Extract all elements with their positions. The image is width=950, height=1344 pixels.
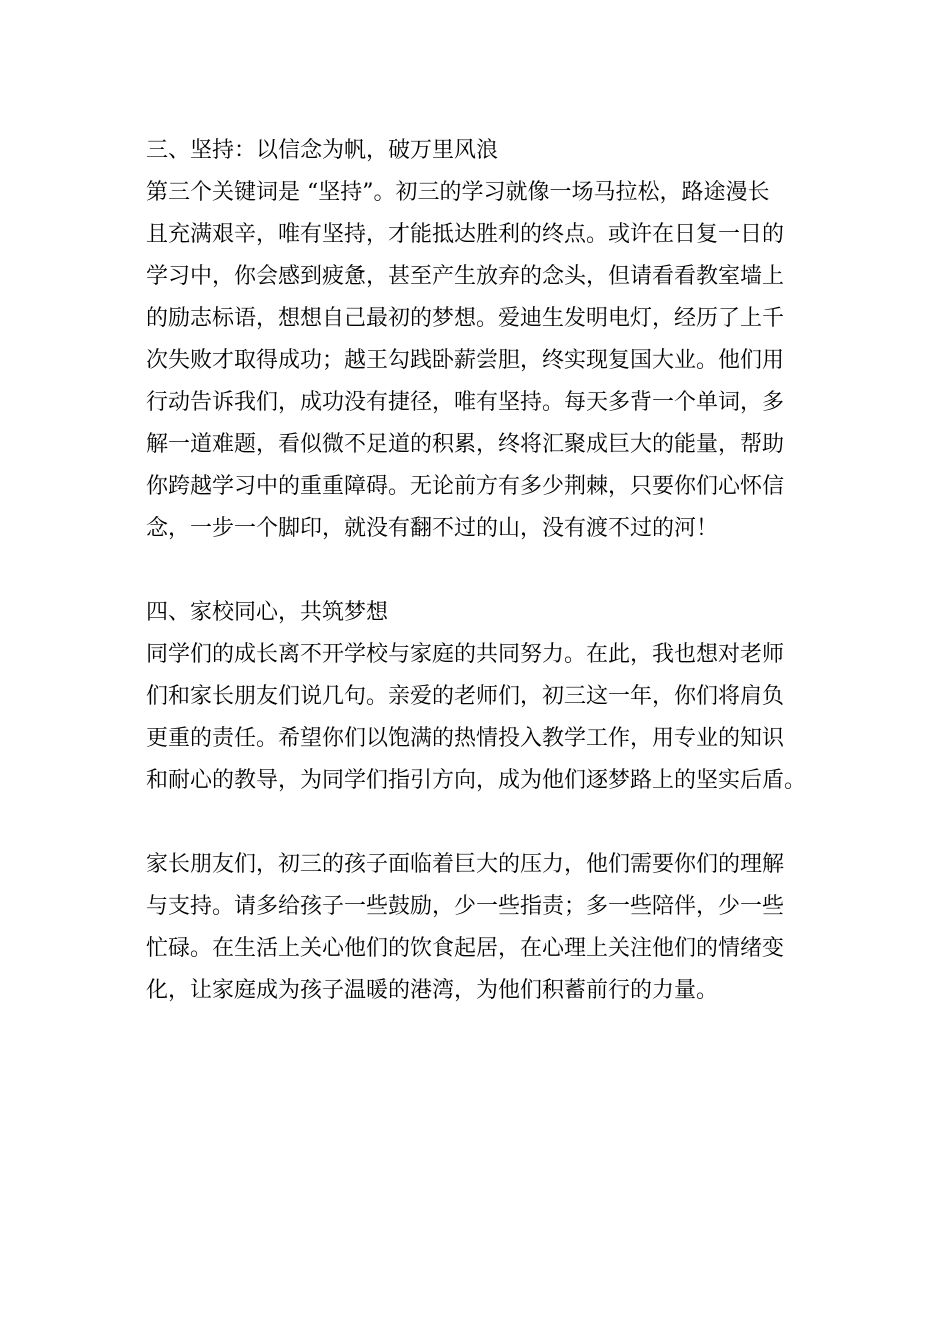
paragraph-line: 与支持。请多给孩子一些鼓励，少一些指责；多一些陪伴，少一些	[146, 894, 785, 919]
section-heading-home-school: 四、家校同心，共筑梦想	[146, 600, 389, 625]
paragraph-line: 忙碌。在生活上关心他们的饮食起居，在心理上关注他们的情绪变	[146, 936, 785, 961]
paragraph-line: 和耐心的教导，为同学们指引方向，成为他们逐梦路上的坚实后盾。	[146, 768, 807, 793]
paragraph-line: 的励志标语，想想自己最初的梦想。爱迪生发明电灯，经历了上千	[146, 306, 785, 331]
document-page	[146, 130, 816, 1012]
paragraph-line: 次失败才取得成功；越王勾践卧薪尝胆，终实现复国大业。他们用	[146, 348, 785, 373]
paragraph-line: 家长朋友们，初三的孩子面临着巨大的压力，他们需要你们的理解	[146, 852, 785, 877]
paragraph-line: 化，让家庭成为孩子温暖的港湾，为他们积蓄前行的力量。	[146, 978, 719, 1003]
paragraph-line: 第三个关键词是 “坚持”。初三的学习就像一场马拉松，路途漫长	[146, 180, 770, 205]
paragraph-line: 同学们的成长离不开学校与家庭的共同努力。在此，我也想对老师	[146, 642, 785, 667]
paragraph-line: 你跨越学习中的重重障碍。无论前方有多少荆棘，只要你们心怀信	[146, 474, 785, 499]
paragraph-line: 行动告诉我们，成功没有捷径，唯有坚持。每天多背一个单词，多	[146, 390, 785, 415]
paragraph-line: 念，一步一个脚印，就没有翻不过的山，没有渡不过的河！	[146, 516, 719, 541]
paragraph-line: 且充满艰辛，唯有坚持，才能抵达胜利的终点。或许在日复一日的	[146, 222, 785, 247]
paragraph-line: 更重的责任。希望你们以饱满的热情投入教学工作，用专业的知识	[146, 726, 785, 751]
paragraph-line: 学习中，你会感到疲惫，甚至产生放弃的念头，但请看看教室墙上	[146, 264, 785, 289]
paragraph-line: 们和家长朋友们说几句。亲爱的老师们，初三这一年，你们将肩负	[146, 684, 785, 709]
paragraph-spacer	[146, 550, 816, 592]
paragraph-spacer	[146, 802, 816, 844]
section-heading-persistence: 三、坚持：以信念为帆，破万里风浪	[146, 138, 499, 163]
paragraph-line: 解一道难题，看似微不足道的积累，终将汇聚成巨大的能量，帮助	[146, 432, 785, 457]
